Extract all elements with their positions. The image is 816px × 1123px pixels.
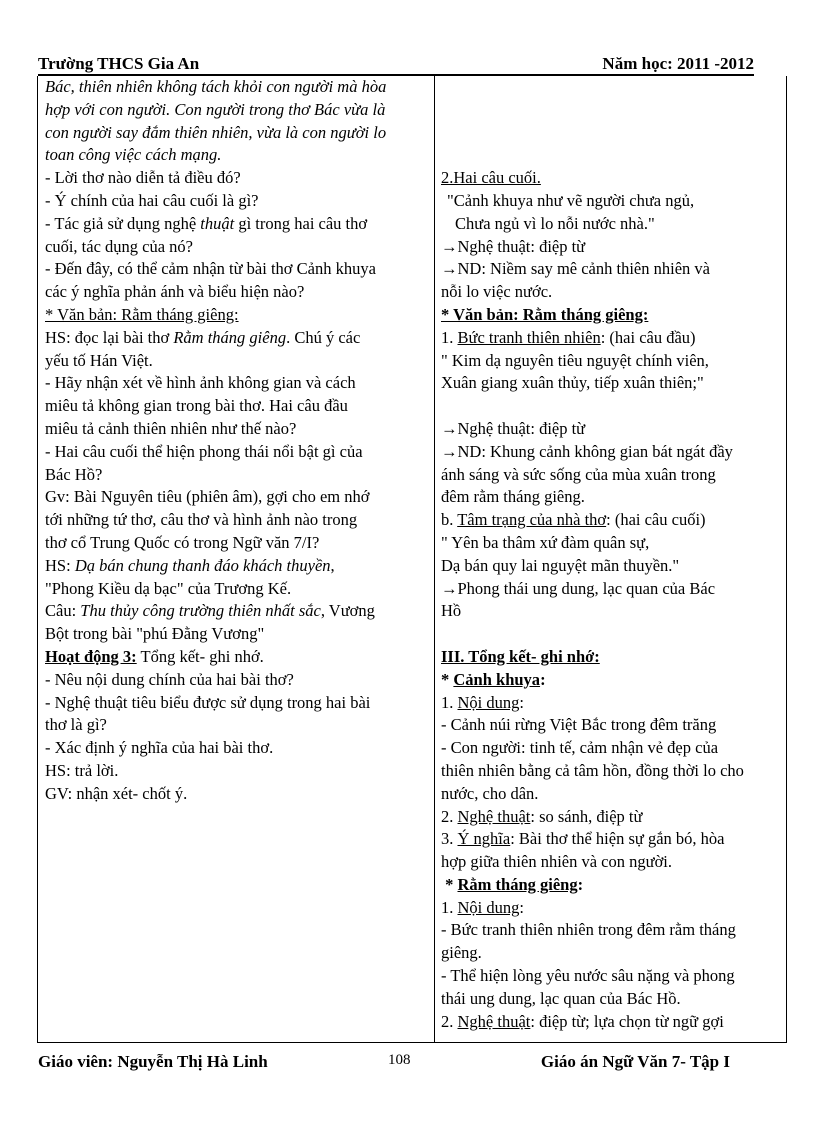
text-line: Bác Hồ? [45,464,103,484]
text-line: hợp với con người. Con người trong thơ Bác vừa là [45,99,386,119]
subheading [441,874,783,897]
school-name: Trường THCS Gia An [38,54,200,73]
spacer [441,395,783,418]
subheading [441,327,783,350]
text-line: giêng. [441,943,482,963]
poem-line: "Cảnh khuya như vẽ người chưa ngủ, [447,190,695,210]
section-heading: * Văn bản: Rằm tháng giêng: [45,304,239,324]
text-line: GV: nhận xét- chốt ý. [45,783,188,803]
text-line: miêu tả cảnh thiên nhiên như thế nào? [45,418,297,438]
text-line: Bác, thiên nhiên không tách khỏi con người mà hòa [45,77,387,96]
section-heading: * Văn bản: Rằm tháng giêng: [441,304,649,324]
text-span: - Tác giả sử dụng nghệ [45,213,201,233]
question-line: - Xác định ý nghĩa của hai bài thơ. [45,738,274,758]
text-line: miêu tả không gian trong bài thơ. Hai câu đầu [45,396,348,416]
text-span: : [519,692,524,712]
lesson-table [37,76,787,1043]
text-span: , [330,555,335,575]
text-span: Ý nghĩa [457,829,511,849]
content-column [441,76,783,1033]
text-span: : (hai câu cuối) [606,510,706,530]
text-span: Nghệ thuật [457,1011,531,1031]
text-span: 1. [441,327,458,347]
text-span: Tâm trạng của nhà thơ [457,510,607,530]
text-line [45,327,431,350]
text-line: - Cảnh núi rừng Việt Bắc trong đêm trăng [441,715,717,735]
text-line [45,555,431,578]
text-span: Thu thủy công trường thiên nhất sắc [80,601,321,621]
text-span: Bức tranh thiên nhiên [457,327,601,347]
text-line: cuối, tác dụng của nó? [45,236,193,256]
text-line: thiên nhiên bằng cả tâm hồn, đồng thời lo cho [441,760,744,780]
text-span: gì trong hai câu thơ [234,213,368,233]
poem-line: Xuân giang xuân thủy, tiếp xuân thiên;" [441,373,704,393]
subheading [441,669,783,692]
text-span: : [540,669,546,689]
text-span: 2. [441,806,458,826]
subheading [441,1011,783,1034]
spacer [441,76,783,99]
text-span: Rằm tháng giêng [457,874,578,894]
question-line: - Nêu nội dung chính của hai bài thơ? [45,669,294,689]
text-line: - Bức tranh thiên nhiên trong đêm rằm tháng [441,920,736,940]
text-line: Bột trong bài "phú Đằng Vương" [45,624,265,644]
subheading: 2.Hai câu cuối. [441,168,541,188]
text-line: hợp giữa thiên nhiên và con người. [441,852,672,872]
question-line: - Đến đây, có thể cảm nhận từ bài thơ Cảnh khuya [45,259,376,279]
text-span: b. [441,510,458,530]
question-line: - Hai câu cuối thể hiện phong thái nổi bật gì của [45,441,363,461]
text-span: * [441,874,458,894]
text-line: →ND: Niềm say mê cảnh thiên nhiên và [441,259,710,279]
text-span: : so sánh, điệp từ [530,806,643,826]
text-line: thơ cổ Trung Quốc có trong Ngữ văn 7/I? [45,532,320,552]
text-line: - Con người: tinh tế, cảm nhận vẻ đẹp của [441,738,719,758]
text-line: các ý nghĩa phản ánh và biểu hiện nào? [45,282,305,302]
text-span: : điệp từ; lựa chọn từ ngữ gợi [530,1011,724,1031]
poem-line: " Kim dạ nguyên tiêu nguyệt chính viên, [441,350,709,370]
page-number: 108 [388,1052,411,1068]
text-span: : [577,874,584,894]
text-line: →ND: Khung cảnh không gian bát ngát đầy [441,441,733,461]
column-divider [434,76,435,1042]
text-span: Nội dung [457,692,520,712]
text-span: Tổng kết- ghi nhớ. [136,646,264,666]
text-line: toan công việc cách mạng. [45,145,222,165]
subheading [441,897,783,920]
text-line: - Thể hiện lòng yêu nước sâu nặng và phong [441,966,735,986]
page-footer [38,1052,738,1076]
text-span: 1. [441,692,458,712]
text-span: Hoạt động 3: [45,646,137,666]
poem-line: " Yên ba thâm xứ đàm quân sự, [441,532,650,552]
text-span: 2. [441,1011,458,1031]
text-line: nước, cho dân. [441,783,539,803]
text-line: nỗi lo việc nước. [441,282,553,302]
text-line: HS: trả lời. [45,760,119,780]
text-line: yếu tố Hán Việt. [45,350,153,370]
school-year: Năm học: 2011 -2012 [602,54,754,73]
poem-line: Chưa ngủ vì lo nỗi nước nhà." [455,213,655,233]
section-heading: III. Tổng kết- ghi nhớ: [441,646,600,666]
text-span: , Vương [320,601,375,621]
book-title: Giáo án Ngữ Văn 7- Tập I [540,1052,730,1071]
text-line: "Phong Kiều dạ bạc" của Trương Kế. [45,578,292,598]
text-span: Rằm tháng giêng [173,327,287,347]
question-line: - Hãy nhận xét về hình ảnh không gian và cách [45,373,356,393]
text-line: →Nghệ thuật: điệp từ [441,236,586,256]
subheading [441,828,783,851]
text-line [45,600,431,623]
question-line: - Ý chính của hai câu cuối là gì? [45,190,259,210]
text-span: thuật [200,213,235,233]
text-line: Hồ [441,601,462,621]
question-line: - Lời thơ nào diễn tả điều đó? [45,168,241,188]
text-span: 3. [441,829,458,849]
poem-line: Dạ bán quy lai nguyệt mãn thuyền." [441,555,680,575]
text-span: : (hai câu đầu) [600,327,696,347]
text-span: Câu: [45,601,81,621]
text-line: thái ung dung, lạc quan của Bác Hồ. [441,988,681,1008]
activity-heading [45,646,431,669]
text-line: ánh sáng và sức sống của mùa xuân trong [441,464,716,484]
text-span: Nghệ thuật [457,806,531,826]
question-line: - Nghệ thuật tiêu biểu được sử dụng trong hai bài [45,692,371,712]
spacer [441,144,783,167]
text-span: 1. [441,897,458,917]
text-span: HS: đọc lại bài thơ [45,327,174,347]
text-line: con người say đắm thiên nhiên, vừa là con người lo [45,122,387,142]
text-line: đêm rằm tháng giêng. [441,487,585,507]
subheading [441,806,783,829]
question-line [45,213,431,236]
spacer [441,623,783,646]
teacher-activity-column [45,76,431,806]
text-line: →Phong thái ung dung, lạc quan của Bác [441,578,716,598]
text-span: . Chú ý các [286,327,361,347]
text-line: Gv: Bài Nguyên tiêu (phiên âm), gợi cho em nhớ [45,487,370,507]
spacer [441,99,783,122]
text-span: Cảnh khuya [453,669,541,689]
text-line: →Nghệ thuật: điệp từ [441,418,586,438]
text-span: * [441,669,454,689]
text-span: : [519,897,524,917]
page-header [38,50,754,74]
text-span: HS: [45,555,75,575]
text-line: tới những tứ thơ, câu thơ và hình ảnh nào trong [45,510,358,530]
subheading [441,509,783,532]
text-span: Dạ bán chung thanh đáo khách thuyền [74,555,331,575]
spacer [441,122,783,145]
text-span: : Bài thơ thể hiện sự gắn bó, hòa [510,829,725,849]
teacher-name: Giáo viên: Nguyễn Thị Hà Linh [38,1052,268,1071]
subheading [441,692,783,715]
text-span: Nội dung [457,897,520,917]
text-line: thơ là gì? [45,715,107,735]
